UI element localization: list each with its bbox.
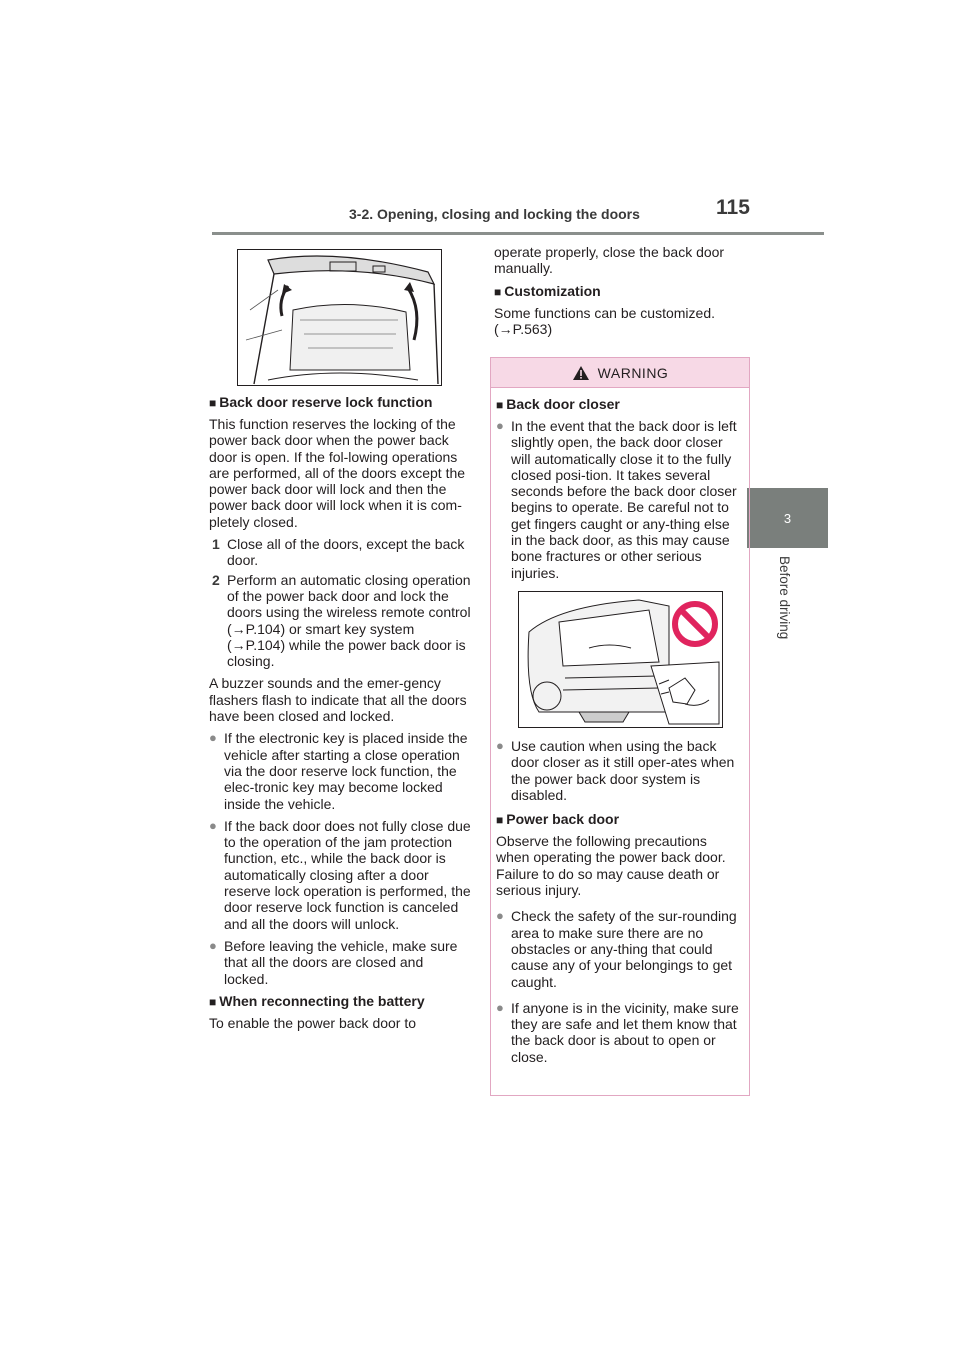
back-door-illustration [237,249,442,386]
reserve-lock-intro: This function reserves the locking of the power back door when the power back door is open. If the fol-lowing operations are performed, all of the doors except the power back door will lock and then the power back door will lock when it is com-pletely closed. [209,416,466,530]
square-bullet-icon: ■ [496,813,504,828]
chapter-tab [747,488,828,548]
heading-text: Customization [504,282,601,299]
chapter-label: Before driving [777,556,792,640]
circle-bullet-icon: ● [209,730,217,746]
warning-header [491,358,749,388]
left-column [209,390,471,1037]
back-door-closer-illustration [518,591,723,728]
square-bullet-icon: ■ [209,396,217,410]
warning-box [490,357,750,1096]
header-rule [212,232,824,235]
heading-text: When reconnecting the battery [219,992,425,1009]
warning-item [496,418,743,581]
reserve-lock-after: A buzzer sounds and the emer-gency flashers flash to indicate that all the doors have been closed and locked. [209,675,467,725]
finger-caught-drawing [519,592,722,727]
power-back-door-heading [496,811,743,827]
power-back-door-text: Observe the following precautions when operating the power back door. Failure to do so may cause death or serious injury. [496,833,726,899]
customization-text: Some functions can be customized. (→P.563) [494,304,716,337]
heading-text: Back door closer [506,396,620,412]
step-text: Close all of the doors, except the back door. [227,536,465,569]
circle-bullet-icon: ● [496,737,504,753]
warning-text: Check the safety of the sur-rounding area to make sure there are no obstacles or any-thing that could cause any of your belongings to get caught. [511,908,737,990]
circle-bullet-icon: ● [496,418,504,433]
note-text: If the back door does not fully close due to the operation of the jam protection function, etc., while the back door is automatically closing after a door reserve lock operation is performed, the door reserve lock function is canceled and all the doors will unlock. [224,817,471,932]
warning-text: Use caution when using the back door closer as it still oper-ates when the power back door system is disabled. [511,737,735,803]
customization-heading [494,283,752,299]
note-text: Before leaving the vehicle, make sure that all the doors are closed and locked. [224,937,458,987]
square-bullet-icon: ■ [494,284,502,299]
circle-bullet-icon: ● [209,817,217,833]
step-text: Perform an automatic closing operation of the power back door and lock the doors using the wireless remote control (→P.104) or smart key system (→P.104) while the power back door is closing. [227,571,471,670]
warning-body [491,388,749,1065]
chapter-number: 3 [783,510,792,526]
reserve-lock-heading [209,394,471,410]
circle-bullet-icon: ● [209,937,217,953]
section-title: 3-2. Opening, closing and locking the doors [349,206,640,222]
note-item [209,818,471,932]
warning-item [496,1000,743,1065]
step-item [209,572,471,670]
warning-item [496,738,743,803]
right-column [494,244,752,343]
open-back-door-drawing [238,250,441,385]
warning-item [496,908,743,989]
note-item [209,938,471,987]
battery-text: To enable the power back door to [209,1014,417,1031]
square-bullet-icon: ■ [209,994,217,1009]
step-number: 1 [212,536,220,553]
note-text: If the electronic key is placed inside the vehicle after starting a close operation via the door reserve lock function, the elec-tronic key may become locked inside the vehicle. [224,730,468,812]
battery-heading [209,993,471,1009]
warning-triangle-icon [572,365,590,381]
circle-bullet-icon: ● [496,908,504,924]
page-number: 115 [716,196,750,219]
warning-text: If anyone is in the vicinity, make sure they are safe and let them know that the back door is about to open or close. [511,999,739,1065]
heading-text: Back door reserve lock function [219,394,433,410]
step-number: 2 [212,571,220,588]
note-item [209,730,471,811]
closer-heading [496,396,743,412]
heading-text: Power back door [506,811,620,828]
warning-title: WARNING [597,364,669,381]
step-item [209,536,471,569]
warning-text: In the event that the back door is left slightly open, the back door closer will automatically close it to the fully closed posi-tion. It takes several seconds before the back door closer begins to operate. Be careful not to get fingers caught or any-thing else in the back door, as this may cause bone fractures or other serious injuries. [511,418,737,581]
circle-bullet-icon: ● [496,999,504,1015]
square-bullet-icon: ■ [496,398,504,412]
battery-text-continued: operate properly, close the back door manually. [494,244,725,277]
